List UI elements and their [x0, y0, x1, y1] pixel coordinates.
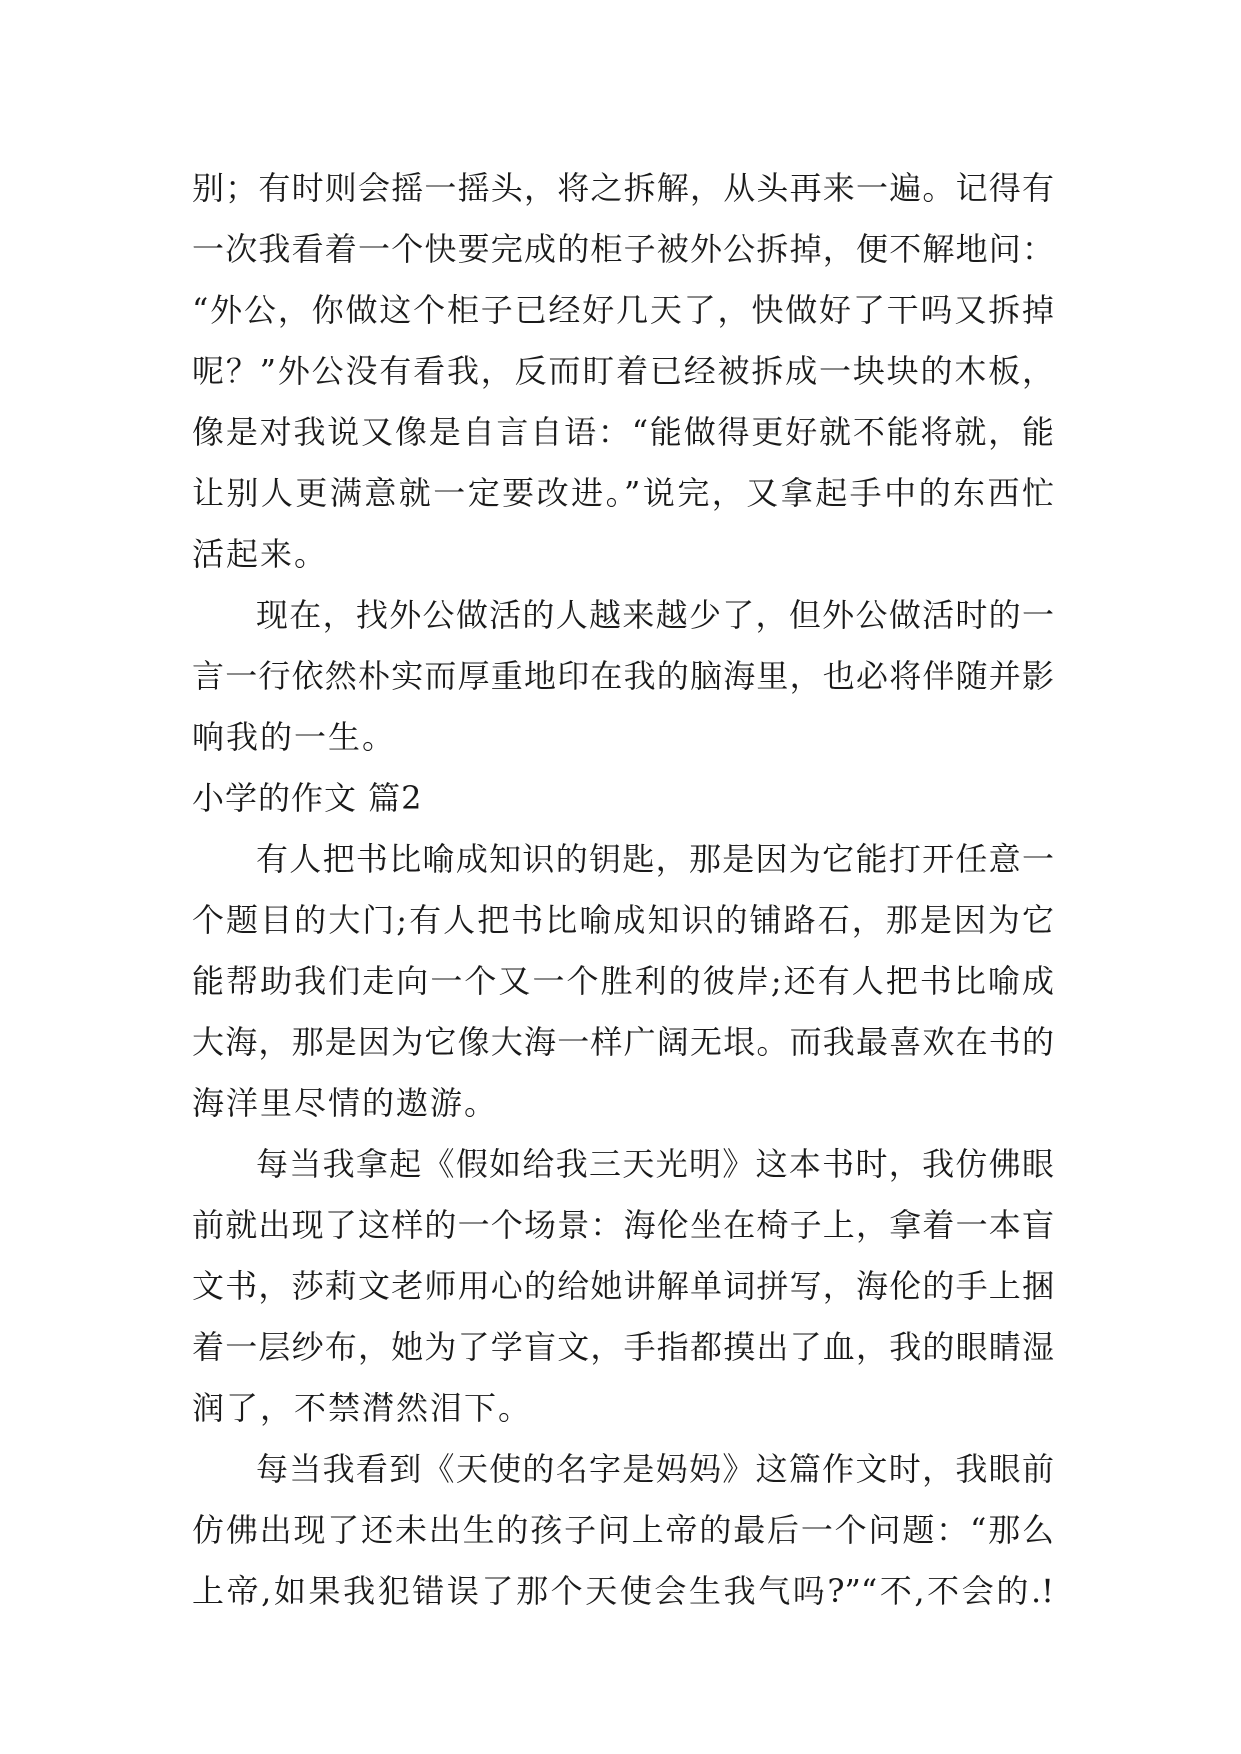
text-line: 呢？”外公没有看我，反而盯着已经被拆成一块块的木板，: [192, 352, 1054, 390]
text-line: “外公，你做这个柜子已经好几天了，快做好了干吗又拆掉: [192, 291, 1054, 329]
document-page: [192, 158, 1054, 1622]
text-line: 现在，找外公做活的人越来越少了，但外公做活时的一: [256, 596, 1054, 634]
text-line: 每当我看到《天使的名字是妈妈》这篇作文时，我眼前: [256, 1450, 1054, 1488]
text-line: 海洋里尽情的遨游。: [192, 1084, 499, 1122]
text-line: 每当我拿起《假如给我三天光明》这本书时，我仿佛眼: [256, 1145, 1054, 1183]
text-line: 像是对我说又像是自言自语：“能做得更好就不能将就，能: [192, 413, 1054, 451]
text-line: 能帮助我们走向一个又一个胜利的彼岸;还有人把书比喻成: [192, 962, 1054, 1000]
text-line: 文书，莎莉文老师用心的给她讲解单词拼写，海伦的手上捆: [192, 1267, 1054, 1305]
text-line: 响我的一生。: [192, 718, 397, 756]
text-line: 前就出现了这样的一个场景：海伦坐在椅子上，拿着一本盲: [192, 1206, 1054, 1244]
text-line: 一次我看着一个快要完成的柜子被外公拆掉，便不解地问：: [192, 230, 1054, 268]
text-line: 有人把书比喻成知识的钥匙，那是因为它能打开任意一: [256, 840, 1054, 878]
text-line: 言一行依然朴实而厚重地印在我的脑海里，也必将伴随并影: [192, 657, 1054, 695]
text-line: 活起来。: [192, 535, 329, 573]
section-heading: 小学的作文 篇2: [192, 779, 423, 817]
text-line: 大海，那是因为它像大海一样广阔无垠。而我最喜欢在书的: [192, 1023, 1054, 1061]
text-line: 让别人更满意就一定要改进。”说完，又拿起手中的东西忙: [192, 474, 1054, 512]
text-line: 别；有时则会摇一摇头，将之拆解，从头再来一遍。记得有: [192, 169, 1054, 207]
text-line: 上帝,如果我犯错误了那个天使会生我气吗?”“不,不会的.!: [192, 1572, 1054, 1610]
text-line: 着一层纱布，她为了学盲文，手指都摸出了血，我的眼睛湿: [192, 1328, 1054, 1366]
text-line: 润了，不禁潸然泪下。: [192, 1389, 533, 1427]
text-line: 个题目的大门;有人把书比喻成知识的铺路石，那是因为它: [192, 901, 1054, 939]
text-line: 仿佛出现了还未出生的孩子问上帝的最后一个问题：“那么: [192, 1511, 1054, 1549]
